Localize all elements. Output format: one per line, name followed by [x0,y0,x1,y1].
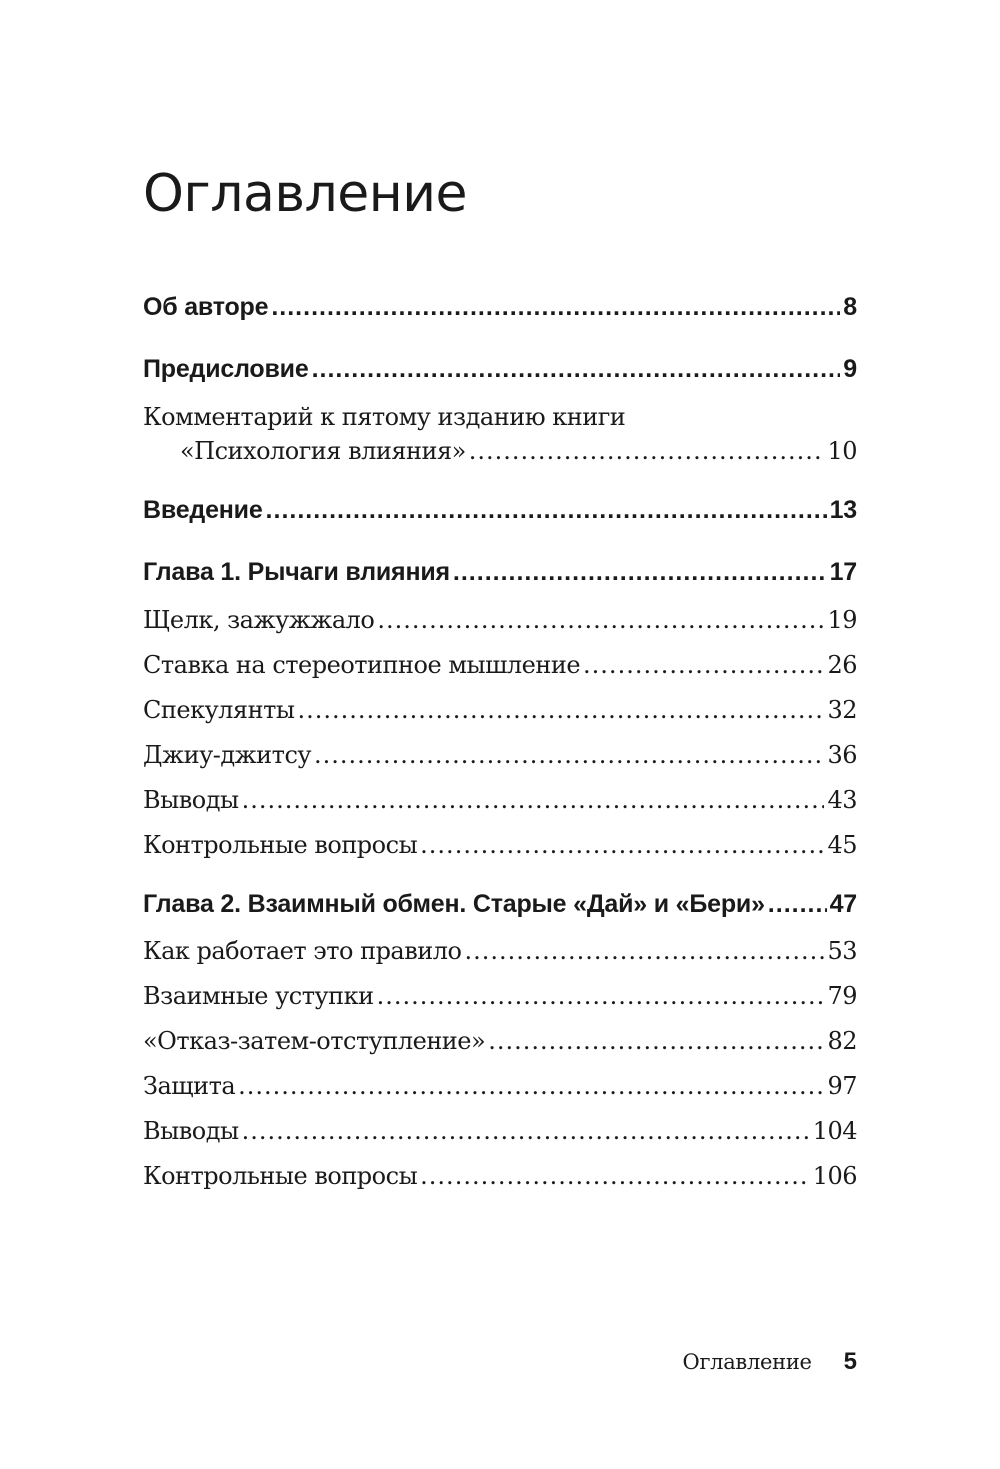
toc-entry-title: Выводы [143,1117,239,1145]
toc-entry-page: 19 [827,606,857,634]
toc-entry[interactable] [143,1162,857,1190]
toc-entry[interactable] [143,982,857,1010]
toc-entry-title: «Отказ-затем-отступление» [143,1027,486,1055]
toc-entry-title: Джиу-джитсу [143,741,312,769]
toc-entry-page: 43 [827,786,857,814]
toc-entry[interactable] [143,786,857,814]
page-title: Оглавление [143,164,468,224]
dot-leader [420,1162,810,1190]
toc-entry-page: 17 [829,558,857,586]
toc-entry[interactable] [143,1027,857,1055]
running-header-label: Оглавление [682,1350,812,1374]
toc-entry-commentary[interactable] [180,437,857,465]
toc-entry-chapter-1[interactable] [143,558,857,587]
toc-entry[interactable] [143,1072,857,1100]
toc-entry-page: 53 [827,937,857,965]
toc-entry-page: 104 [812,1117,857,1145]
toc-entry-title: Щелк, зажужжало [143,606,375,634]
toc-entry[interactable] [143,937,857,965]
toc-entry-introduction[interactable] [143,496,857,525]
toc-entry-title: Глава 2. Взаимный обмен. Старые «Дай» и «Бери» [143,890,765,918]
toc-entry-about-author[interactable] [143,293,857,322]
toc-entry-title: Об авторе [143,293,269,321]
toc-entry[interactable] [143,741,857,769]
toc-entry-page: 9 [843,355,857,383]
dot-leader [377,982,825,1010]
toc-entry-page: 10 [827,437,857,465]
dot-leader [297,696,824,724]
dot-leader [312,355,841,384]
toc-entry-commentary-line1[interactable]: Комментарий к пятому изданию книги [143,403,626,431]
toc-entry-title: «Психология влияния» [180,437,466,465]
dot-leader [420,831,824,859]
toc-entry-title: Введение [143,496,263,524]
toc-entry-title: Предисловие [143,355,309,383]
toc-entry-page: 97 [827,1072,857,1100]
toc-entry[interactable] [143,606,857,634]
toc-entry-title: Как работает это правило [143,937,462,965]
dot-leader [238,1072,824,1100]
toc-entry-page: 47 [829,890,857,918]
dot-leader [768,890,827,919]
page-footer [683,1348,857,1376]
page-number: 5 [843,1348,857,1375]
dot-leader [271,293,840,322]
toc-entry-title: Спекулянты [143,696,295,724]
dot-leader [464,937,824,965]
dot-leader [469,437,825,465]
toc-entry-page: 82 [827,1027,857,1055]
toc-entry-page: 79 [827,982,857,1010]
dot-leader [377,606,824,634]
toc-entry[interactable] [143,831,857,859]
dot-leader [453,558,827,587]
toc-entry[interactable] [143,696,857,724]
toc-entry-chapter-2[interactable] [143,890,857,919]
toc-entry-title: Глава 1. Рычаги влияния [143,558,450,586]
toc-entry-page: 13 [829,496,857,524]
toc-entry-title: Ставка на стереотипное мышление [143,651,581,679]
toc-entry-page: 36 [827,741,857,769]
dot-leader [314,741,824,769]
toc-entry-page: 106 [812,1162,857,1190]
toc-entry-title: Защита [143,1072,236,1100]
toc-entry-page: 26 [827,651,857,679]
toc-entry-page: 8 [843,293,857,321]
dot-leader [242,786,825,814]
toc-entry-page: 45 [827,831,857,859]
dot-leader [583,651,824,679]
toc-entry-title: Взаимные уступки [143,982,374,1010]
dot-leader [242,1117,810,1145]
toc-entry[interactable] [143,1117,857,1145]
dot-leader [488,1027,824,1055]
toc-entry-title: Выводы [143,786,239,814]
toc-entry-title: Контрольные вопросы [143,831,418,859]
toc-entry-preface[interactable] [143,355,857,384]
toc-entry[interactable] [143,651,857,679]
toc-entry-page: 32 [827,696,857,724]
toc-entry-title: Контрольные вопросы [143,1162,418,1190]
dot-leader [266,496,827,525]
